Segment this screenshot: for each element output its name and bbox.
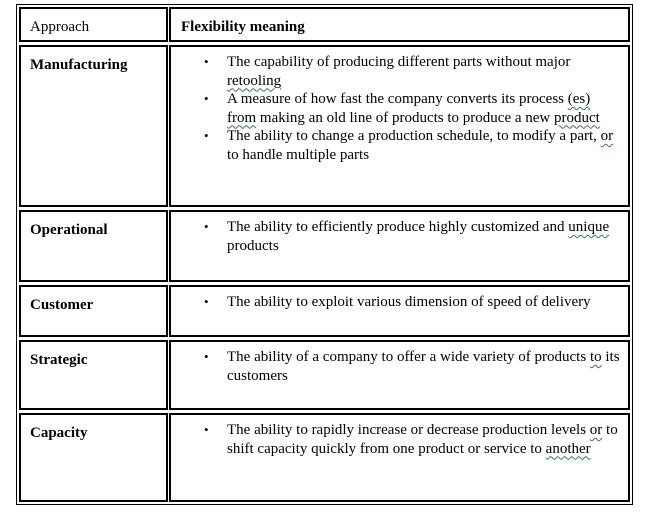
- table-row-capacity: [19, 413, 630, 502]
- list-item: • The ability to exploit various dimension of speed of delivery: [204, 294, 591, 310]
- bullet-icon: •: [204, 91, 209, 106]
- table-row-strategic: [19, 340, 630, 410]
- table-row-customer: [19, 285, 630, 337]
- list-item: • The ability of a company to offer a wide variety of products to its customers: [204, 349, 620, 384]
- approach-label: Manufacturing: [30, 57, 128, 73]
- approach-cell: [19, 413, 168, 502]
- approach-cell: [19, 340, 168, 410]
- header-cell-meaning: [169, 7, 630, 42]
- meaning-cell: [169, 340, 630, 410]
- list-item: • The ability to change a production schedule, to modify a part, or to handle multiple parts: [204, 128, 614, 163]
- bullet-icon: •: [204, 349, 209, 364]
- meaning-list: [171, 421, 622, 458]
- approach-label: Customer: [30, 297, 94, 313]
- header-approach-label: Approach: [30, 19, 90, 35]
- approach-label: Strategic: [30, 352, 88, 368]
- bullet-icon: •: [204, 422, 209, 437]
- list-item: • The capability of producing different parts without major retooling: [204, 54, 571, 89]
- header-cell-approach: [19, 7, 168, 42]
- bullet-icon: •: [204, 128, 209, 143]
- meaning-cell: [169, 413, 630, 502]
- meaning-list: [171, 53, 622, 164]
- meaning-list: [171, 218, 622, 255]
- meaning-cell: [169, 285, 630, 337]
- approach-cell: [19, 285, 168, 337]
- approach-label: Capacity: [30, 425, 88, 441]
- list-item: • The ability to efficiently produce highly customized and unique products: [204, 219, 610, 254]
- table-row-operational: [19, 210, 630, 282]
- meaning-cell: [169, 45, 630, 207]
- header-meaning-label: Flexibility meaning: [181, 19, 305, 35]
- bullet-icon: •: [204, 54, 209, 69]
- approach-cell: [19, 45, 168, 207]
- table-row-manufacturing: [19, 45, 630, 207]
- flexibility-table: [16, 4, 633, 505]
- list-item: • The ability to rapidly increase or decrease production levels or to shift capacity quickly from one product or service to another: [204, 422, 618, 457]
- meaning-list: [171, 348, 622, 385]
- meaning-list: [171, 293, 622, 312]
- approach-label: Operational: [30, 222, 108, 238]
- meaning-cell: [169, 210, 630, 282]
- table-header-row: [19, 7, 630, 42]
- approach-cell: [19, 210, 168, 282]
- bullet-icon: •: [204, 219, 209, 234]
- list-item: • A measure of how fast the company converts its process (es) from making an old line of products to produce a new product: [204, 91, 600, 126]
- bullet-icon: •: [204, 294, 209, 309]
